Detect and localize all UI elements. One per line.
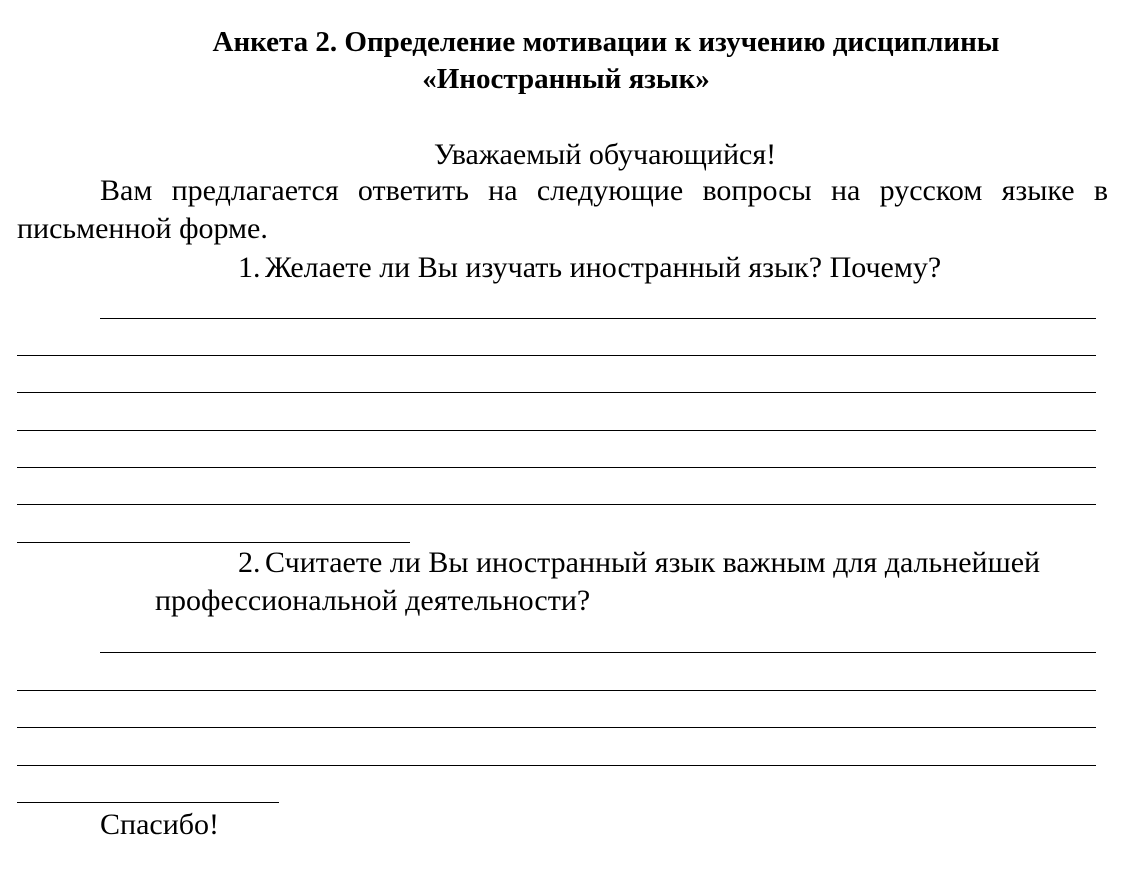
intro-line2: письменной форме. [17, 212, 268, 245]
answer-1-line[interactable] [100, 318, 1096, 319]
answer-1-line[interactable] [17, 392, 1096, 393]
answer-2-line[interactable] [17, 765, 1096, 766]
greeting: Уважаемый обучающийся! [433, 138, 777, 171]
question-2-text-line2: профессиональной деятельности? [155, 584, 591, 617]
question-1-number: 1. [238, 251, 261, 284]
answer-2-line[interactable] [17, 802, 279, 803]
answer-1-line[interactable] [17, 430, 1096, 431]
answer-2-line[interactable] [100, 652, 1096, 653]
answer-2-line[interactable] [17, 727, 1096, 728]
answer-1-line[interactable] [17, 467, 1096, 468]
question-2-text-line1: Считаете ли Вы иностранный язык важным для дальнейшей [265, 546, 1041, 579]
closing-thanks: Спасибо! [100, 808, 220, 841]
answer-1-line[interactable] [17, 355, 1096, 356]
questionnaire-title-line2: «Иностранный язык» [422, 63, 710, 95]
question-1-text: Желаете ли Вы изучать иностранный язык? Почему? [265, 251, 942, 284]
answer-1-line[interactable] [17, 504, 1096, 505]
question-2-number: 2. [238, 546, 261, 579]
answer-1-line[interactable] [17, 542, 410, 543]
intro-line1: Вам предлагается ответить на следующие вопросы на русском языке в [100, 174, 1108, 207]
questionnaire-title-line1: Анкета 2. Определение мотивации к изучению дисциплины [212, 26, 1000, 58]
answer-2-line[interactable] [17, 690, 1096, 691]
